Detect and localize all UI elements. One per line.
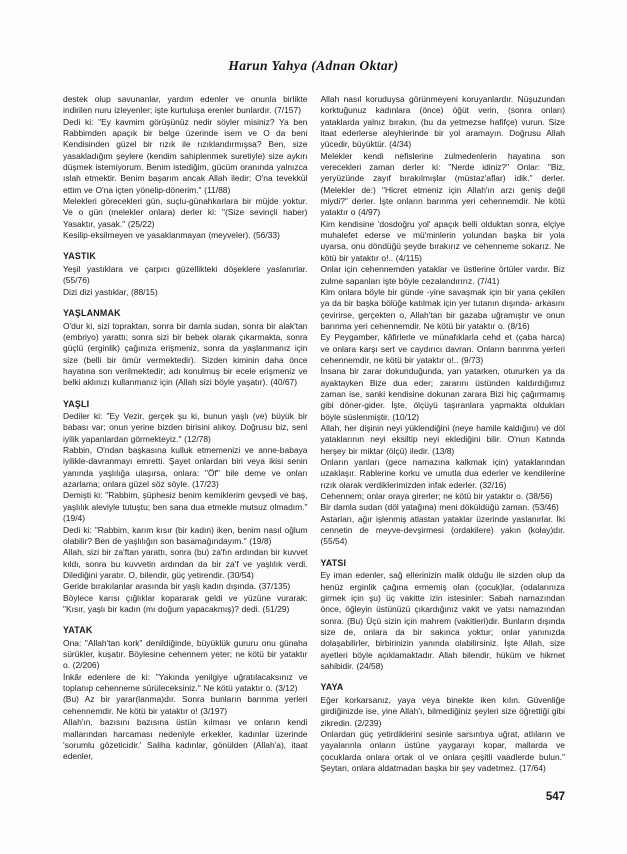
section-heading: YASTIK — [63, 251, 96, 262]
verse-paragraph: Ey Peygamber, kâfirlerle ve münafıklarla cehd et (çaba harca) ve onlara karşı sert ve caydırıcı davran. Onların barınma yerleri cehennemdir, ne kötü bir yataktır o!.. (9/73) — [320, 332, 565, 365]
page-number: 547 — [545, 791, 565, 803]
verse-paragraph: Cehennem; onlar oraya girerler; ne kötü bir yataktır o. (38/56) — [320, 491, 553, 502]
verse-paragraph: Melekler kendi nefislerine zulmedenlerin hayatına son verecekleri zaman derler ki: "Nerde idiniz?" Onlar: "Biz, yeryüzünde zayıf bırakılmışlar (müstaz'aflar) idik." derler. (Melekler de:) "Hicret etmeniz için Allah'ın arzı geniş değil miydi?" derler. İşte onların barınma yeri cehennemdir. Ne kötü yataktır o (4/97) — [320, 150, 565, 218]
verse-paragraph: İnsana bir zarar dokunduğunda, yan yatarken, otururken ya da ayaktayken Bize dua eder; zararını üstünden kaldırdığımız zaman ise, sanki kendisine dokunan zarara Bizi hiç çağırmamış gibi döner-gider. İşte, ölçüyü taşıranlara yapmakta oldukları böyle süslenmiştir. (10/12) — [320, 366, 565, 422]
verse-paragraph: Allah nasıl koruduysa görünmeyeni koruyanlardır. Nüşuzundan korktuğunuz kadınlara (önce) öğüt verin, (sonra onları) yataklarda yalnız bırakın, (bu da yetmezse hafifçe) vurun. Size itaat ederlerse aleyhlerinde bir yol aramayın. Doğrusu Allah yücedir, büyüktür. (4/34) — [320, 94, 565, 150]
section-heading: YAŞLANMAK — [63, 308, 121, 318]
verse-paragraph: Allah, her dişinin neyi yüklendiğini (neye hamile kaldığını) ve döl yataklarının neyi eksiltip neyi eklediğini bilir. O'nun Katında herşey bir miktar (ölçü) iledir. (13/8) — [320, 422, 565, 456]
verse-paragraph: Dedi ki: "Ey kavmim görüşünüz nedir söyler misiniz? Ya ben Rabbimden apaçık bir belge üzerinde isem ve O da beni Kendisinden güzel bir rızık ile rızıklandırmışsa? Ben, size yasakladığım şeylere (kendim sahiplenmek suretiyle) size aykırı düşmek istemiyorum. Benim istediğim, gücüm oranında yalnızca ıslah etmektir. Benim başarım ancak Allah iledir; O'na tevekkül ettim ve O'na içten yönelip-dönerim." (11/88) — [63, 116, 308, 195]
verse-paragraph: Melekleri görecekleri gün, suçlu-günahkarlara bir müjde yoktur. Ve o gün (melekler onlara) derler ki: "(Size sevinçli haber) Yasaktır, yasak." (25/22) — [63, 196, 308, 229]
verse-paragraph: Kim kendisine 'dosdoğru yol' apaçık belli olduktan sonra, elçiye muhalefet ederse ve mü'minlerin yolundan başka bir yola uyarsa, onu döndüğü şeyde bırakırız ve cehenneme sokarız. Ne kötü bir yataktır o!.. (4/115) — [320, 218, 565, 263]
verse-paragraph: destek olup savunanlar, yardım edenler ve onunla birlikte indirilen nuru izleyenler; işte kurtuluşa erenler bunlardır. (7/157) — [63, 94, 308, 116]
verse-paragraph: Bir damla sudan (döl yatağına) meni döküldüğü zaman. (53/46) — [320, 502, 559, 513]
verse-paragraph: Dizi dizi yastıklar, (88/15) — [63, 286, 158, 297]
verse-paragraph: O'dur ki, sizi topraktan, sonra bir damla sudan, sonra bir alak'tan (embriyo) yarattı; sonra sizi bir bebek olarak çıkarmakta, sonra güçlü (erginlik) çağınıza erişmeniz, sonra da yaşlanmanız için size (belli bir ömür vermektedir). Sizden kiminin daha önce hayatına son verilmektedir; adı konulmuş bir ecele erişmeniz ve belki aklınızı kullanmanız için (Allah sizi böyle yaşatır). (40/67) — [63, 320, 308, 388]
verse-paragraph: Rabbin, O'ndan başkasına kulluk etmemenizi ve anne-babaya iyilikle-davranmayı emretti. Şayet onlardan biri veya ikisi senin yanında yaşlılığa ulaşırsa, onlara: "Öf" bile deme ve onları azarlama; onlara güzel söz söyle. (17/23) — [63, 445, 308, 490]
verse-paragraph: Eğer korkarsanız, yaya veya binekte iken kılın. Güvenliğe girdiğinizde ise, yine Allah'ı, bilmediğiniz şeyleri size öğrettiği gibi zikredin. (2/239) — [320, 694, 565, 728]
section-heading: YAYA — [320, 682, 344, 693]
verse-paragraph: Geride bırakılanlar arasında bir yaşlı kadın dışında. (37/135) — [63, 581, 291, 592]
verse-paragraph: Astarları, ağır işlenmiş atlastan yataklar üzerinde yaslanırlar. İki cennetin de meyve-devşirmesi (ordakilere) yakın (kolay)dır. (55/54) — [320, 513, 565, 547]
right-column — [321, 94, 566, 774]
verse-paragraph: Kesilip-eksilmeyen ve yasaklanmayan (meyveler). (56/33) — [63, 230, 280, 241]
verse-paragraph: Onların yanları (gece namazına kalkmak için) yataklarından uzaklaşır. Rablerine korku ve umutla dua ederler ve kendilerine rızık olarak verdiklerimizden infak ederler. (32/16) — [320, 457, 565, 490]
verse-paragraph: Allah, sizi bir za'ftan yarattı, sonra (bu) za'fın ardından bir kuvvet kıldı, sonra bu kuvvetin ardından da bir za'f ve yaşlılık verdi. Dilediğini yaratır. O, bilendir, güç yetirendir. (30/54) — [63, 547, 308, 580]
running-head: Harun Yahya (Adnan Oktar) — [228, 58, 399, 73]
verse-paragraph: Onlar için cehennemden yataklar ve üstlerine örtüler vardır. Biz zulme sapanları işte böyle cezalandırırız. (7/41) — [320, 264, 565, 286]
verse-paragraph: Yeşil yastıklara ve çarpıcı güzellikteki döşeklere yaslanırlar. (55/76) — [63, 263, 308, 286]
section-heading: YATSI — [320, 557, 347, 568]
verse-paragraph: Demişti ki: "Rabbim, şüphesiz benim kemiklerim gevşedi ve baş, yaşlılık aleviyle tutuştu; ben sana dua etmekle mutsuz olmadım." (19/4) — [63, 490, 308, 524]
verse-paragraph: Böylece karısı çığlıklar kopararak geldi ve yüzüne vurarak: "Kısır, yaşlı bir kadın (mı doğum yapacakmış)? dedi. (51/29) — [63, 592, 308, 614]
verse-paragraph: Kim onlara böyle bir günde -yine savaşmak için bir yana çekilen ya da bir başka bölüğe katılmak için yer tutanın dışında- arkasını çevirirse, gerçekten o, Allah'tan bir gazaba uğramıştır ve onun barınma yeri cehennemdir. Ne kötü bir yataktır o. (8/16) — [320, 286, 565, 331]
verse-paragraph: İnkâr edenlere de ki: "Yakında yenilgiye uğratılacaksınız ve toplanıp cehenneme sürüleceksiniz." Ne kötü yataktır o. (3/12) — [63, 671, 308, 694]
section-heading: YATAK — [63, 625, 93, 636]
section-heading: YAŞLI — [63, 398, 90, 409]
verse-paragraph: Dediler ki: "Ey Vezir, gerçek şu ki, bunun yaşlı (ve) büyük bir babası var; onun yerine bizden birisini alıkoy. Doğrusu biz, seni iyilik yapanlardan görmekteyiz." (12/78) — [63, 411, 308, 444]
verse-paragraph: (Bu) Az bir yarar(lanma)dır. Sonra bunların barınma yerleri cehennemdir. Ne kötü bir yataktır o! (3/197) — [63, 694, 308, 716]
text-columns — [63, 94, 565, 774]
verse-paragraph: Ey iman edenler, sağ ellerinizin malik olduğu ile sizden olup da henüz erginlik çağına ermemiş olan (çocuk)lar, (odalarınıza girmek için şu) üç vakitte izin istesinler: Sabah namazından önce, öğleyin üstünüzü çıkardığınız vakit ve yatsı namazından sonra. (Bu) Üçü sizin için mahrem (vakitleri)dir. Bunların dışında size de, onlara da bir sakınca yoktur; onlar yanınızda dolaşabilirler, birbirinizin yanında olabilirsiniz. İşte Allah, size ayetleri böyle açıklamaktadır. Allah bilendir, hüküm ve hikmet sahibidir. (24/58) — [320, 570, 565, 671]
verse-paragraph: Ona: "Allah'tan kork" denildiğinde, büyüklük gururu onu günaha sürükler, kuşatır. Böylesine cehennem yeter; ne kötü bir yataktır o. (2/206) — [63, 637, 308, 671]
left-column — [63, 94, 308, 774]
verse-paragraph: Dedi ki: "Rabbim, karım kısır (bir kadın) iken, benim nasıl oğlum olabilir? Ben de yaşlılığın son basamağındayım." (19/8) — [63, 524, 308, 546]
verse-paragraph: Onlardan güç yetirdiklerini sesinle sarsıntıya uğrat, atlıların ve yayalarınla onların üstüne yaygarayı kopar, mallarda ve çocuklarda onlara ortak ol ve onlara çeşitli vaadlerde bulun." Şeytan, onlara aldatmadan başka bir şey vadetmez. (17/64) — [320, 728, 565, 773]
verse-paragraph: Allah'ın, bazısını bazısına üstün kılması ve onların kendi mallarından harcaması nedeniyle erkekler, kadınlar üzerinde 'sorumlu gözeticidir.' Saliha kadınlar, gönülden (Allah'a), itaat edenler, — [63, 717, 308, 762]
